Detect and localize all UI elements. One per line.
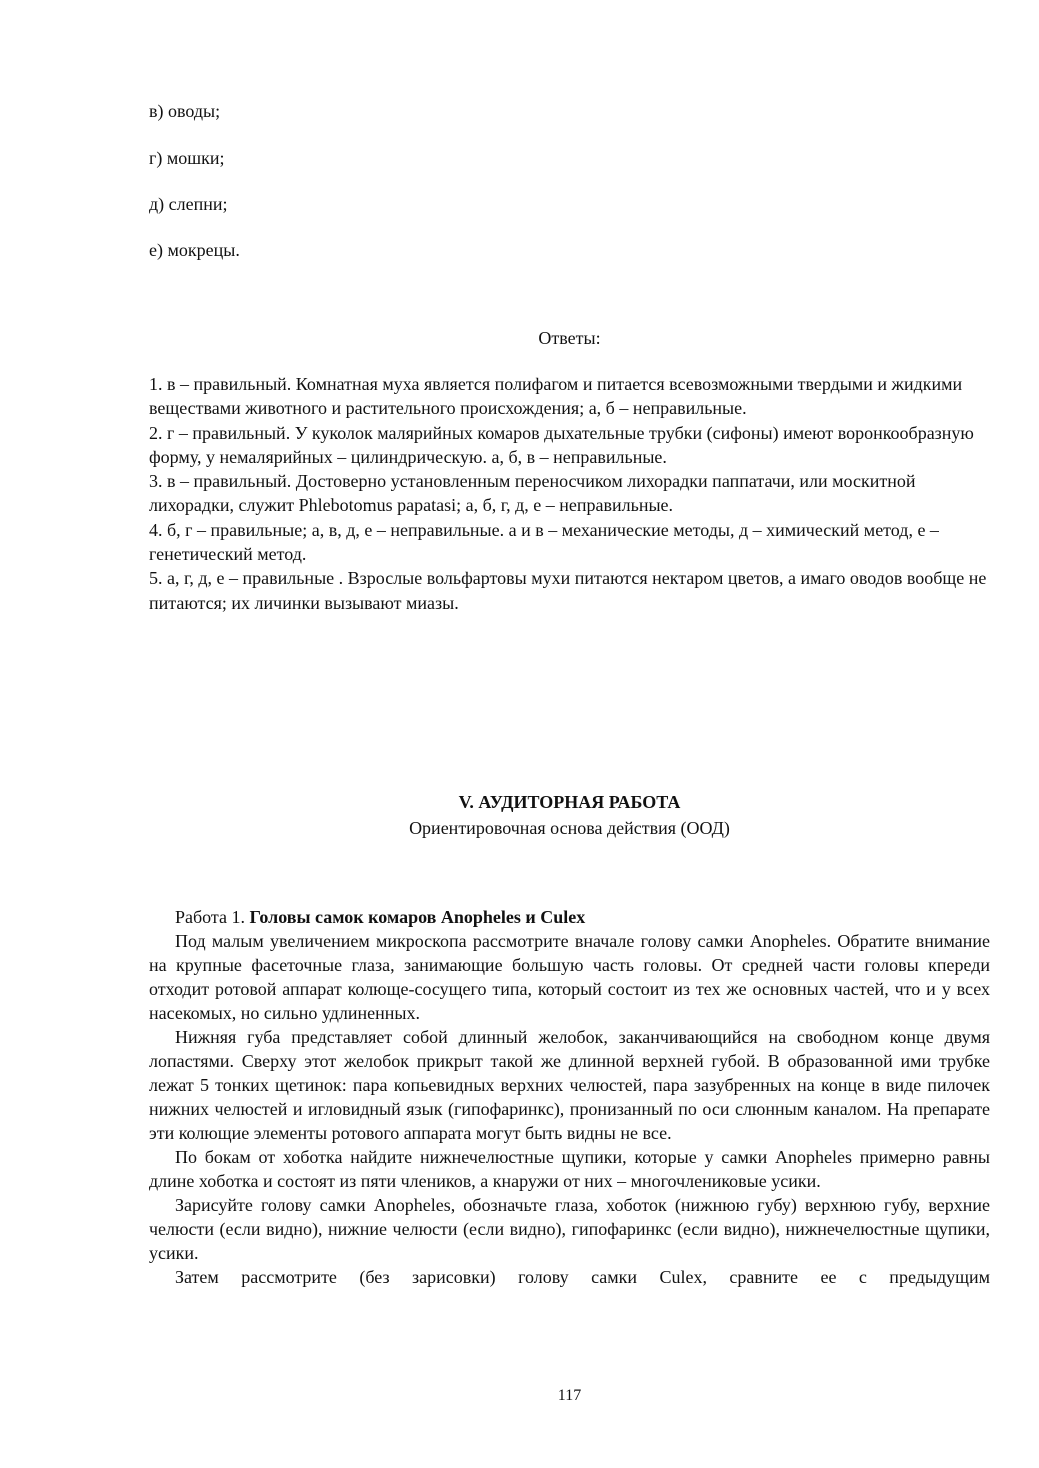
answer-item-3: 3. в – правильный. Достоверно установленным переносчиком лихорадки паппатачи, или москитной лихорадки, служит Phlebotomus papatasi; а, б, г, д, е – неправильные. [149, 471, 916, 516]
section-title: V. АУДИТОРНАЯ РАБОТА [458, 792, 681, 812]
work-paragraph-2: Нижняя губа представляет собой длинный желобок, заканчивающийся на свободном конце двумя лопастями. Сверху этот желобок прикрыт такой же длинной верхней губой. В образованной ими трубке лежат 5 тонких щетинок: пара копьевидных верхних челюстей, пара зазубренных на конце в виде пилочек нижних челюстей и игловидный язык (гипофаринкс), пронизанный по оси слюнным каналом. На препарате эти колющие элементы ротового аппарата могут быть видны не все. [149, 1027, 990, 1143]
answers-title: Ответы: [538, 328, 601, 348]
work-paragraph-3: По бокам от хоботка найдите нижнечелюстные щупики, которые у самки Anopheles примерно равны длине хоботка и состоят из пяти члеников, а кнаружи от них – многочлениковые усики. [149, 1147, 990, 1191]
answers-list [149, 372, 989, 615]
section-subtitle: Ориентировочная основа действия (ООД) [409, 818, 730, 838]
page-number: 117 [557, 1387, 582, 1404]
work-heading [149, 905, 990, 929]
work-label: Работа 1. [175, 907, 250, 927]
work-section [149, 905, 990, 1289]
answer-item-2: 2. г – правильный. У куколок малярийных комаров дыхательные трубки (сифоны) имеют воронкообразную форму, у немалярийных – цилиндрическую. а, б, в – неправильные. [149, 422, 974, 467]
work-paragraph-5: Затем рассмотрите (без зарисовки) голову самки Culex, сравните ее с предыдущим [175, 1267, 990, 1287]
answer-item-4: 4. б, г – правильные; а, в, д, е – неправильные. а и в – механические методы, д – химический метод, е – генетический метод. [149, 519, 939, 565]
option-g: г) мошки; [149, 148, 225, 168]
work-paragraph-1: Под малым увеличением микроскопа рассмотрите вначале голову самки Anopheles. Обратите внимание на крупные фасеточные глаза, занимающие большую часть головы. От средней части головы кпереди отходит ротовой аппарат колюще-сосущего типа, который состоит из тех же основных частей, что и у всех насекомых, но сильно удлиненных. [149, 931, 990, 1023]
option-e: е) мокрецы. [149, 240, 240, 260]
answer-item-5: 5. а, г, д, е – правильные . Взрослые вольфартовы мухи питаются нектаром цветов, а имаго оводов вообще не питаются; их личинки вызывают миазы. [149, 568, 987, 613]
option-d: д) слепни; [149, 194, 228, 214]
work-title: Головы самок комаров Anopheles и Culex [249, 907, 586, 927]
work-paragraph-4: Зарисуйте голову самки Anopheles, обозначьте глаза, хоботок (нижнюю губу) верхнюю губу, верхние челюсти (если видно), нижние челюсти (если видно), гипофаринкс (если видно), нижнечелюстные щупики, усики. [149, 1195, 990, 1263]
option-v: в) оводы; [149, 101, 221, 121]
answer-item-1: 1. в – правильный. Комнатная муха является полифагом и питается всевозможными твердыми и жидкими веществами животного и растительного происхождения; а, б – неправильные. [149, 374, 963, 419]
